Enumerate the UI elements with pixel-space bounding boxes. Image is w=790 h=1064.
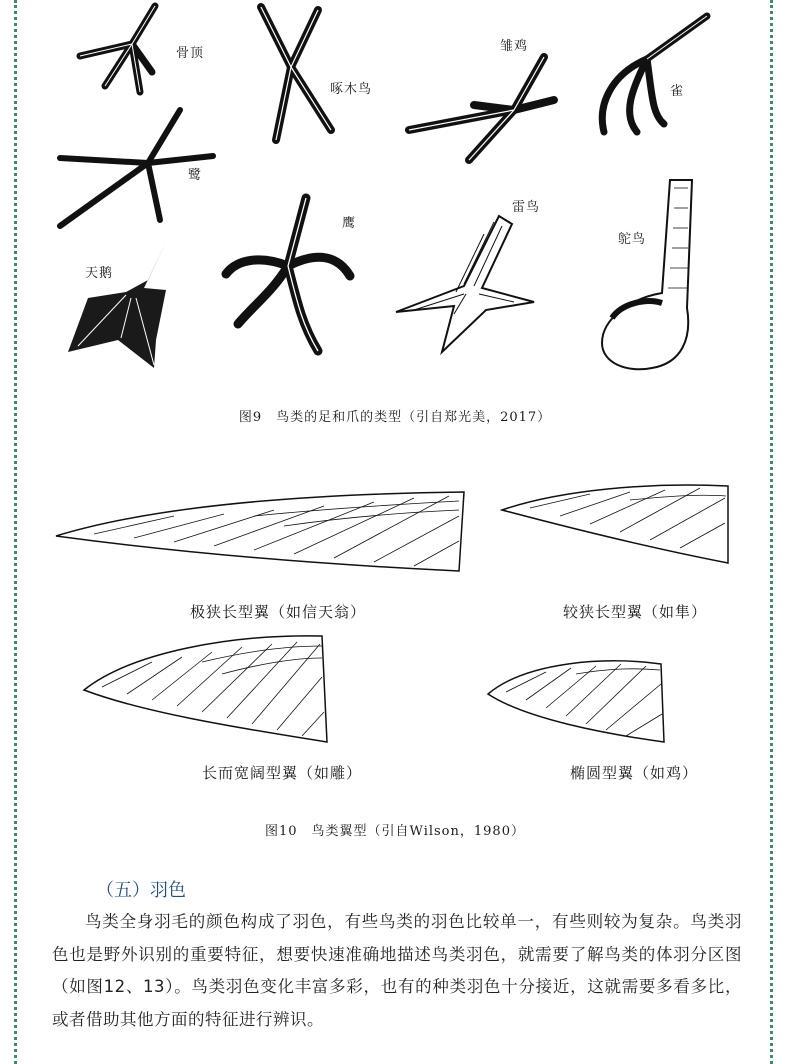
woodpecker-foot-illustration [246, 2, 336, 146]
label-eagle: 鹰 [342, 216, 357, 231]
coot-foot-illustration [60, 4, 180, 98]
figure-10-caption: 图10 鸟类翼型（引自Wilson，1980） [265, 824, 525, 839]
body-paragraph: 鸟类全身羽毛的颜色构成了羽色，有些鸟类的羽色比较单一，有些则较为复杂。鸟类羽色也是野外识别的重要特征，想要快速准确地描述鸟类羽色，就需要了解鸟类的体羽分区图（如图12、13）。鸟类羽色变化丰富多彩，也有的种类羽色十分接近，这就需要多看多比，或者借助其他方面的特征进行辨识。 [52, 912, 742, 1029]
section-title: （五）羽色 [96, 880, 186, 901]
label-wing-eagle: 长而宽阔型翼（如雕） [202, 764, 363, 782]
swan-foot-illustration [66, 240, 176, 374]
sparrow-foot-illustration [592, 14, 712, 148]
label-swan: 天鹅 [85, 266, 114, 281]
wing-eagle-illustration [82, 632, 332, 751]
left-dotted-border [14, 0, 17, 1064]
label-coot: 骨顶 [176, 46, 205, 61]
grouse-foot-illustration [394, 214, 544, 358]
label-chick: 雏鸡 [500, 39, 529, 54]
label-woodpecker: 啄木鸟 [330, 82, 373, 97]
label-grouse: 雷鸟 [512, 200, 541, 215]
label-wing-falcon: 较狭长型翼（如隼） [563, 603, 708, 621]
label-heron: 鹭 [188, 168, 203, 183]
ostrich-foot-illustration [592, 178, 702, 382]
wing-falcon-illustration [500, 478, 730, 572]
wing-chicken-illustration [486, 654, 666, 748]
chick-foot-illustration [404, 55, 564, 169]
label-ostrich: 鸵鸟 [618, 232, 647, 247]
right-dotted-border [770, 0, 773, 1064]
eagle-foot-illustration [218, 196, 358, 360]
label-wing-chicken: 椭圆型翼（如鸡） [570, 764, 699, 782]
wing-albatross-illustration [54, 486, 474, 590]
figure-9-caption: 图9 鸟类的足和爪的类型（引自郑光美，2017） [238, 410, 552, 425]
label-sparrow: 雀 [670, 84, 685, 99]
label-wing-albatross: 极狭长型翼（如信天翁） [190, 603, 367, 621]
